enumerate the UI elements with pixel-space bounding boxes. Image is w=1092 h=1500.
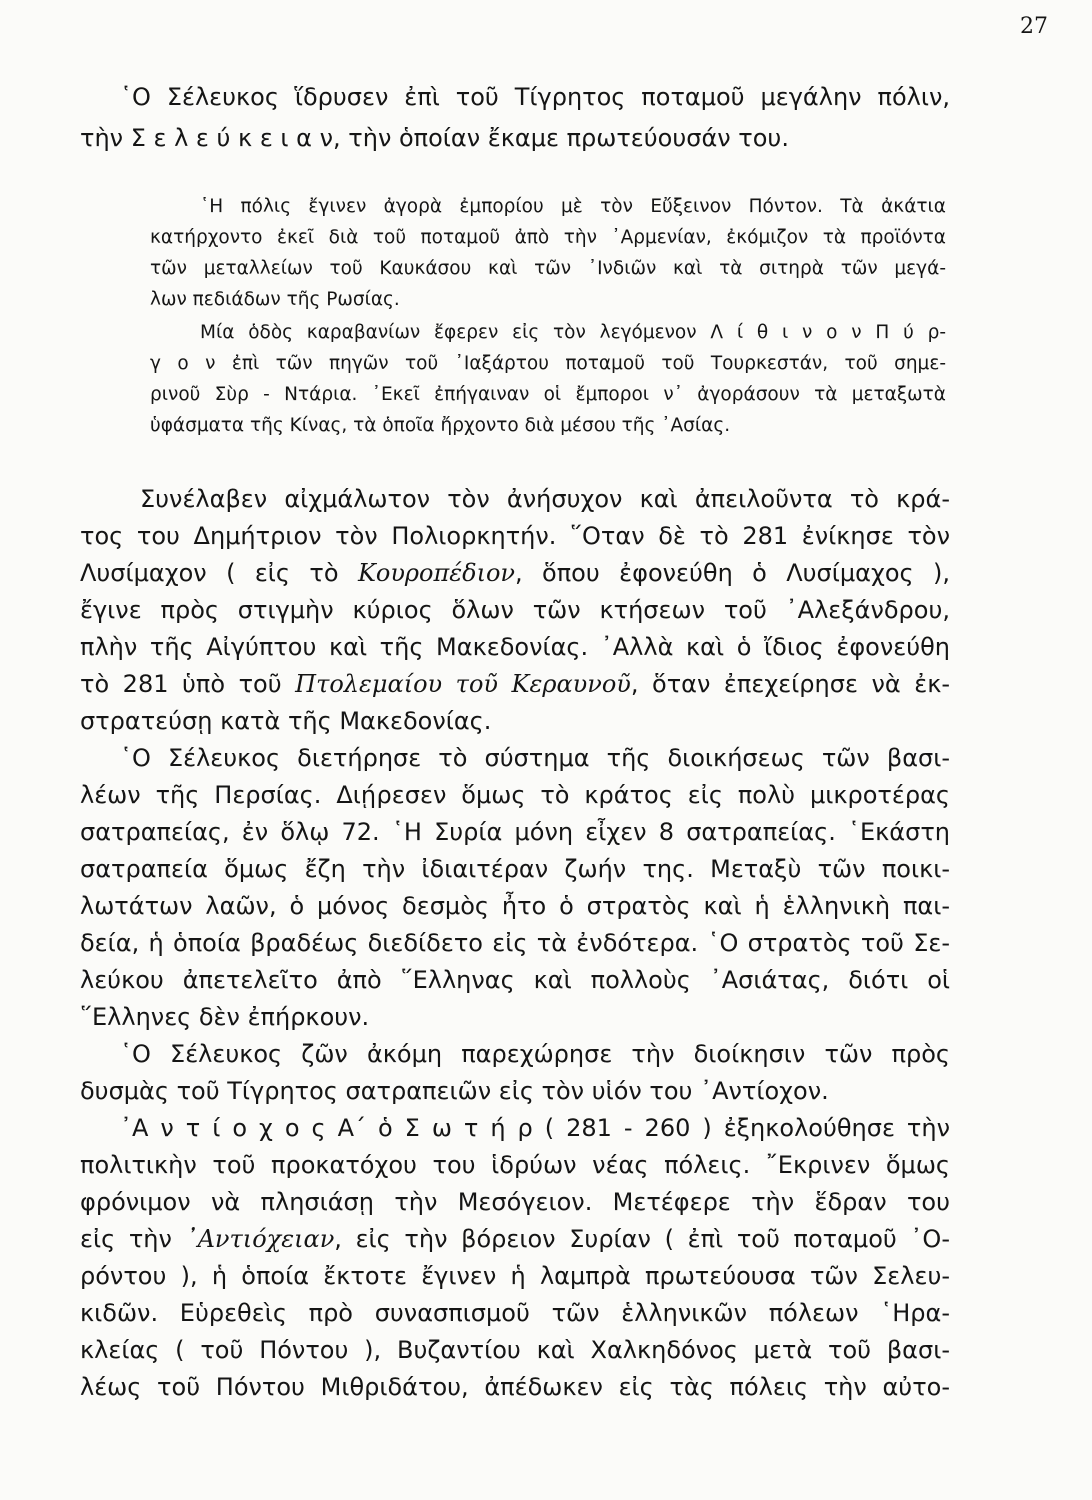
place-name-antioch: ᾿Αντιόχειαν	[185, 1225, 335, 1253]
note-line: ρινοῦ Σὺρ - Ντάρια. ᾿Εκεῖ ἐπήγαιναν οἱ ἔμποροι ν᾿ ἀγοράσουν τὰ μεταξωτὰ	[150, 384, 946, 405]
body-line: ῾Ο Σέλευκος διετήρησε τὸ σύστημα τῆς διοικήσεως τῶν βασι-	[120, 744, 950, 772]
body-text: εἰς τὴν	[80, 1225, 186, 1253]
body-line: σατραπεία ὅμως ἔζη τὴν ἰδιαιτέραν ζωήν της. Μεταξὺ τῶν ποικι-	[80, 855, 950, 883]
body-line: τος του Δημήτριον τὸν Πολιορκητήν. ῞Οταν δὲ τὸ 281 ἐνίκησε τὸν	[80, 522, 950, 550]
body-line: πολιτικὴν τοῦ προκατόχου του ἱδρύων νέας πόλεις. ῎Εκρινεν ὅμως	[80, 1151, 950, 1179]
body-line: φρόνιμον νὰ πλησιάσῃ τὴν Μεσόγειον. Μετέφερε τὴν ἕδραν του	[80, 1188, 950, 1216]
body-line: στρατεύσῃ κατὰ τῆς Μακεδονίας.	[80, 707, 492, 735]
note-line: ῾Η πόλις ἔγινεν ἀγορὰ ἐμπορίου μὲ τὸν Εὔξεινον Πόντον. Τὰ ἀκάτια	[200, 196, 946, 217]
body-line	[80, 559, 950, 587]
place-name-kouropedion: Κουροπέδιον	[357, 559, 516, 587]
body-text: , εἰς τὴν βόρειον Συρίαν ( ἐπὶ τοῦ ποταμοῦ ᾿Ο-	[334, 1225, 950, 1253]
body-line: δυσμὰς τοῦ Τίγρητος σατραπειῶν εἰς τὸν υἱόν του ᾿Αντίοχον.	[80, 1077, 829, 1105]
page-number: 27	[1020, 14, 1048, 39]
body-line: ρόντου ), ἡ ὁποία ἔκτοτε ἔγινεν ἡ λαμπρὰ πρωτεύουσα τῶν Σελευ-	[80, 1262, 950, 1290]
intro-line: ῾Ο Σέλευκος ἵδρυσεν ἐπὶ τοῦ Τίγρητος ποταμοῦ μεγάλην πόλιν,	[120, 83, 950, 111]
body-line: ᾿Α ν τ ί ο χ ο ς Α΄ ὁ Σ ω τ ή ρ ( 281 - 260 ) ἐξηκολούθησε τὴν	[120, 1114, 950, 1142]
body-line: ῾Ο Σέλευκος ζῶν ἀκόμη παρεχώρησε τὴν διοίκησιν τῶν πρὸς	[120, 1040, 950, 1068]
body-line: λέων τῆς Περσίας. Διῄρεσεν ὅμως τὸ κράτος εἰς πολὺ μικροτέρας	[80, 781, 950, 809]
body-line: δεία, ἡ ὁποία βραδέως διεδίδετο εἰς τὰ ἐνδότερα. ῾Ο στρατὸς τοῦ Σε-	[80, 929, 950, 957]
body-line: ῞Ελληνες δὲν ἐπήρκουν.	[80, 1003, 370, 1031]
note-line: ὑφάσματα τῆς Κίνας, τὰ ὁποῖα ἤρχοντο διὰ μέσου τῆς ᾿Ασίας.	[150, 415, 731, 436]
body-line: πλὴν τῆς Αἰγύπτου καὶ τῆς Μακεδονίας. ᾿Αλλὰ καὶ ὁ ἴδιος ἐφονεύθη	[80, 633, 950, 661]
body-line: λέως τοῦ Πόντου Μιθριδάτου, ἀπέδωκεν εἰς τὰς πόλεις τὴν αὐτο-	[80, 1373, 950, 1401]
body-line	[80, 670, 950, 698]
note-line: κατήρχοντο ἐκεῖ διὰ τοῦ ποταμοῦ ἀπὸ τὴν ᾿Αρμενίαν, ἐκόμιζον τὰ προϊόντα	[150, 227, 946, 248]
note-line: Μία ὁδὸς καραβανίων ἔφερεν εἰς τὸν λεγόμενον Λ ί θ ι ν ο ν Π ύ ρ-	[200, 322, 946, 343]
note-line: λων πεδιάδων τῆς Ρωσίας.	[150, 289, 400, 310]
body-line: κιδῶν. Εὑρεθεὶς πρὸ συνασπισμοῦ τῶν ἑλληνικῶν πόλεων ῾Ηρα-	[80, 1299, 950, 1327]
body-line: λωτάτων λαῶν, ὁ μόνος δεσμὸς ἦτο ὁ στρατὸς καὶ ἡ ἑλληνικὴ παι-	[80, 892, 950, 920]
body-line: ἔγινε πρὸς στιγμὴν κύριος ὅλων τῶν κτήσεων τοῦ ᾿Αλεξάνδρου,	[80, 596, 950, 624]
body-text: Λυσίμαχον ( εἰς τὸ	[80, 559, 358, 587]
intro-line: τὴν Σ ε λ ε ύ κ ε ι α ν, τὴν ὁποίαν ἔκαμε πρωτεύουσάν του.	[80, 124, 789, 152]
body-line: κλείας ( τοῦ Πόντου ), Βυζαντίου καὶ Χαλκηδόνος μετὰ τοῦ βασι-	[80, 1336, 950, 1364]
note-line: τῶν μεταλλείων τοῦ Καυκάσου καὶ τῶν ᾿Ινδιῶν καὶ τὰ σιτηρὰ τῶν μεγά-	[150, 258, 946, 279]
body-line: σατραπείας, ἐν ὅλῳ 72. ῾Η Συρία μόνη εἶχεν 8 σατραπείας. ῾Εκάστη	[80, 818, 950, 846]
body-line	[80, 1225, 950, 1253]
body-line: λεύκου ἀπετελεῖτο ἀπὸ ῞Ελληνας καὶ πολλοὺς ᾿Ασιάτας, διότι οἱ	[80, 966, 950, 994]
person-name-ptolemy-keraunos: Πτολεμαίου τοῦ Κεραυνοῦ	[295, 670, 631, 698]
body-text: , ὅταν ἐπεχείρησε νὰ ἐκ-	[630, 670, 950, 698]
body-text: τὸ 281 ὑπὸ τοῦ	[80, 670, 296, 698]
note-line: γ ο ν ἐπὶ τῶν πηγῶν τοῦ ᾿Ιαξάρτου ποταμοῦ τοῦ Τουρκεστάν, τοῦ σημε-	[150, 353, 946, 374]
body-text: , ὅπου ἐφονεύθη ὁ Λυσίμαχος ),	[515, 559, 950, 587]
body-line: Συνέλαβεν αἰχμάλωτον τὸν ἀνήσυχον καὶ ἀπειλοῦντα τὸ κρά-	[140, 485, 950, 513]
